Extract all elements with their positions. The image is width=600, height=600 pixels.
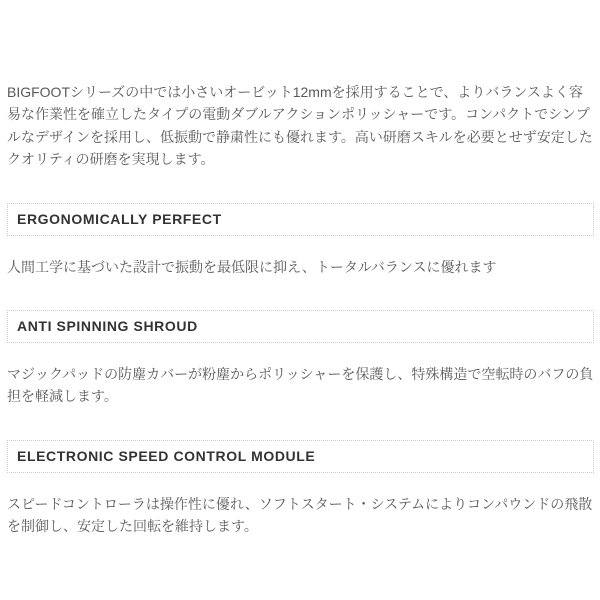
section-heading-ergonomically-perfect: ERGONOMICALLY PERFECT (17, 210, 222, 227)
section-heading-box-electronic-speed-control-module (7, 440, 594, 473)
section-heading-box-anti-spinning-shroud (7, 310, 594, 343)
section-heading-box-ergonomically-perfect (7, 203, 594, 236)
section-heading-electronic-speed-control-module: ELECTRONIC SPEED CONTROL MODULE (17, 447, 316, 464)
section-heading-anti-spinning-shroud: ANTI SPINNING SHROUD (17, 317, 198, 334)
section-body-anti-spinning-shroud: マジックパッドの防塵カバーが粉塵からポリッシャーを保護し、特殊構造で空転時のバフの負担を軽減します。 (7, 365, 594, 405)
section-body-ergonomically-perfect: 人間工学に基づいた設計で振動を最低限に抑え、トータルバランスに優れます (7, 258, 497, 275)
section-body-electronic-speed-control-module: スピードコントローラは操作性に優れ、ソフトスタート・システムによりコンパウンドの飛散を制御し、安定した回転を維持します。 (7, 495, 593, 535)
intro-paragraph: BIGFOOTシリーズの中では小さいオービット12mmを採用することで、よりバランスよく容易な作業性を確立したタイプの電動ダブルアクションポリッシャーです。コンパクトでシンプルなデザインを採用し、低振動で静粛性にも優れます。高い研磨スキルを必要とせず安定したクオリティの研磨を実現します。 (7, 84, 593, 168)
